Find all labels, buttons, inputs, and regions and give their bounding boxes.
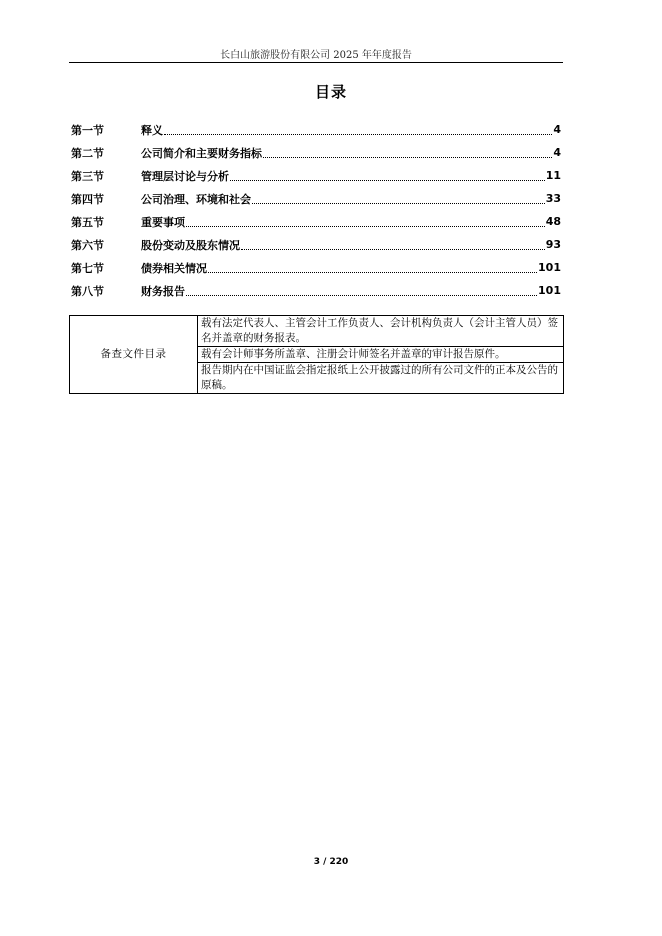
table-of-contents [71,118,561,302]
toc-section-title: 重要事项 [141,215,185,229]
toc-page-number: 48 [545,215,561,228]
toc-section-title: 管理层讨论与分析 [141,169,229,183]
toc-section-number: 第五节 [71,215,104,229]
toc-page-number: 101 [538,284,561,297]
page-header: 长白山旅游股份有限公司 2025 年年度报告 [220,50,412,61]
header-divider [69,62,563,63]
toc-section-title: 债券相关情况 [141,261,207,275]
table-row [70,316,564,347]
toc-leader-dots [230,180,545,181]
toc-entry[interactable] [71,118,561,141]
toc-page-number: 93 [545,238,561,251]
toc-page-number: 11 [545,169,561,182]
toc-page-number: 101 [538,261,561,274]
toc-page-number: 33 [545,192,561,205]
toc-leader-dots [186,226,545,227]
reference-document-item: 载有法定代表人、主管会计工作负责人、会计机构负责人（会计主管人员）签名并盖章的财务报表。 [198,316,564,347]
toc-leader-dots [241,249,545,250]
toc-entry[interactable] [71,256,561,279]
toc-section-number: 第七节 [71,261,104,275]
toc-page-number: 4 [553,146,561,159]
toc-section-number: 第一节 [71,123,104,137]
reference-documents-label: 备查文件目录 [70,316,198,394]
toc-section-number: 第四节 [71,192,104,206]
toc-section-number: 第六节 [71,238,104,252]
page-number: 3 / 220 [313,857,349,867]
toc-entry[interactable] [71,187,561,210]
toc-section-number: 第三节 [71,169,104,183]
toc-leader-dots [186,295,537,296]
toc-leader-dots [208,272,537,273]
reference-document-item: 载有会计师事务所盖章、注册会计师签名并盖章的审计报告原件。 [198,347,564,363]
reference-documents-table [69,315,564,394]
toc-section-title: 公司治理、环境和社会 [141,192,251,206]
toc-section-number: 第二节 [71,146,104,160]
toc-section-title: 股份变动及股东情况 [141,238,240,252]
toc-section-title: 公司简介和主要财务指标 [141,146,262,160]
toc-entry[interactable] [71,210,561,233]
toc-entry[interactable] [71,141,561,164]
toc-leader-dots [164,134,552,135]
page-title: 目录 [314,83,347,101]
toc-entry[interactable] [71,233,561,256]
toc-section-number: 第八节 [71,284,104,298]
toc-section-title: 释义 [141,123,163,137]
reference-document-item: 报告期内在中国证监会指定报纸上公开披露过的所有公司文件的正本及公告的原稿。 [198,363,564,394]
toc-leader-dots [263,157,552,158]
toc-leader-dots [252,203,545,204]
toc-entry[interactable] [71,279,561,302]
toc-page-number: 4 [553,123,561,136]
toc-section-title: 财务报告 [141,284,185,298]
toc-entry[interactable] [71,164,561,187]
